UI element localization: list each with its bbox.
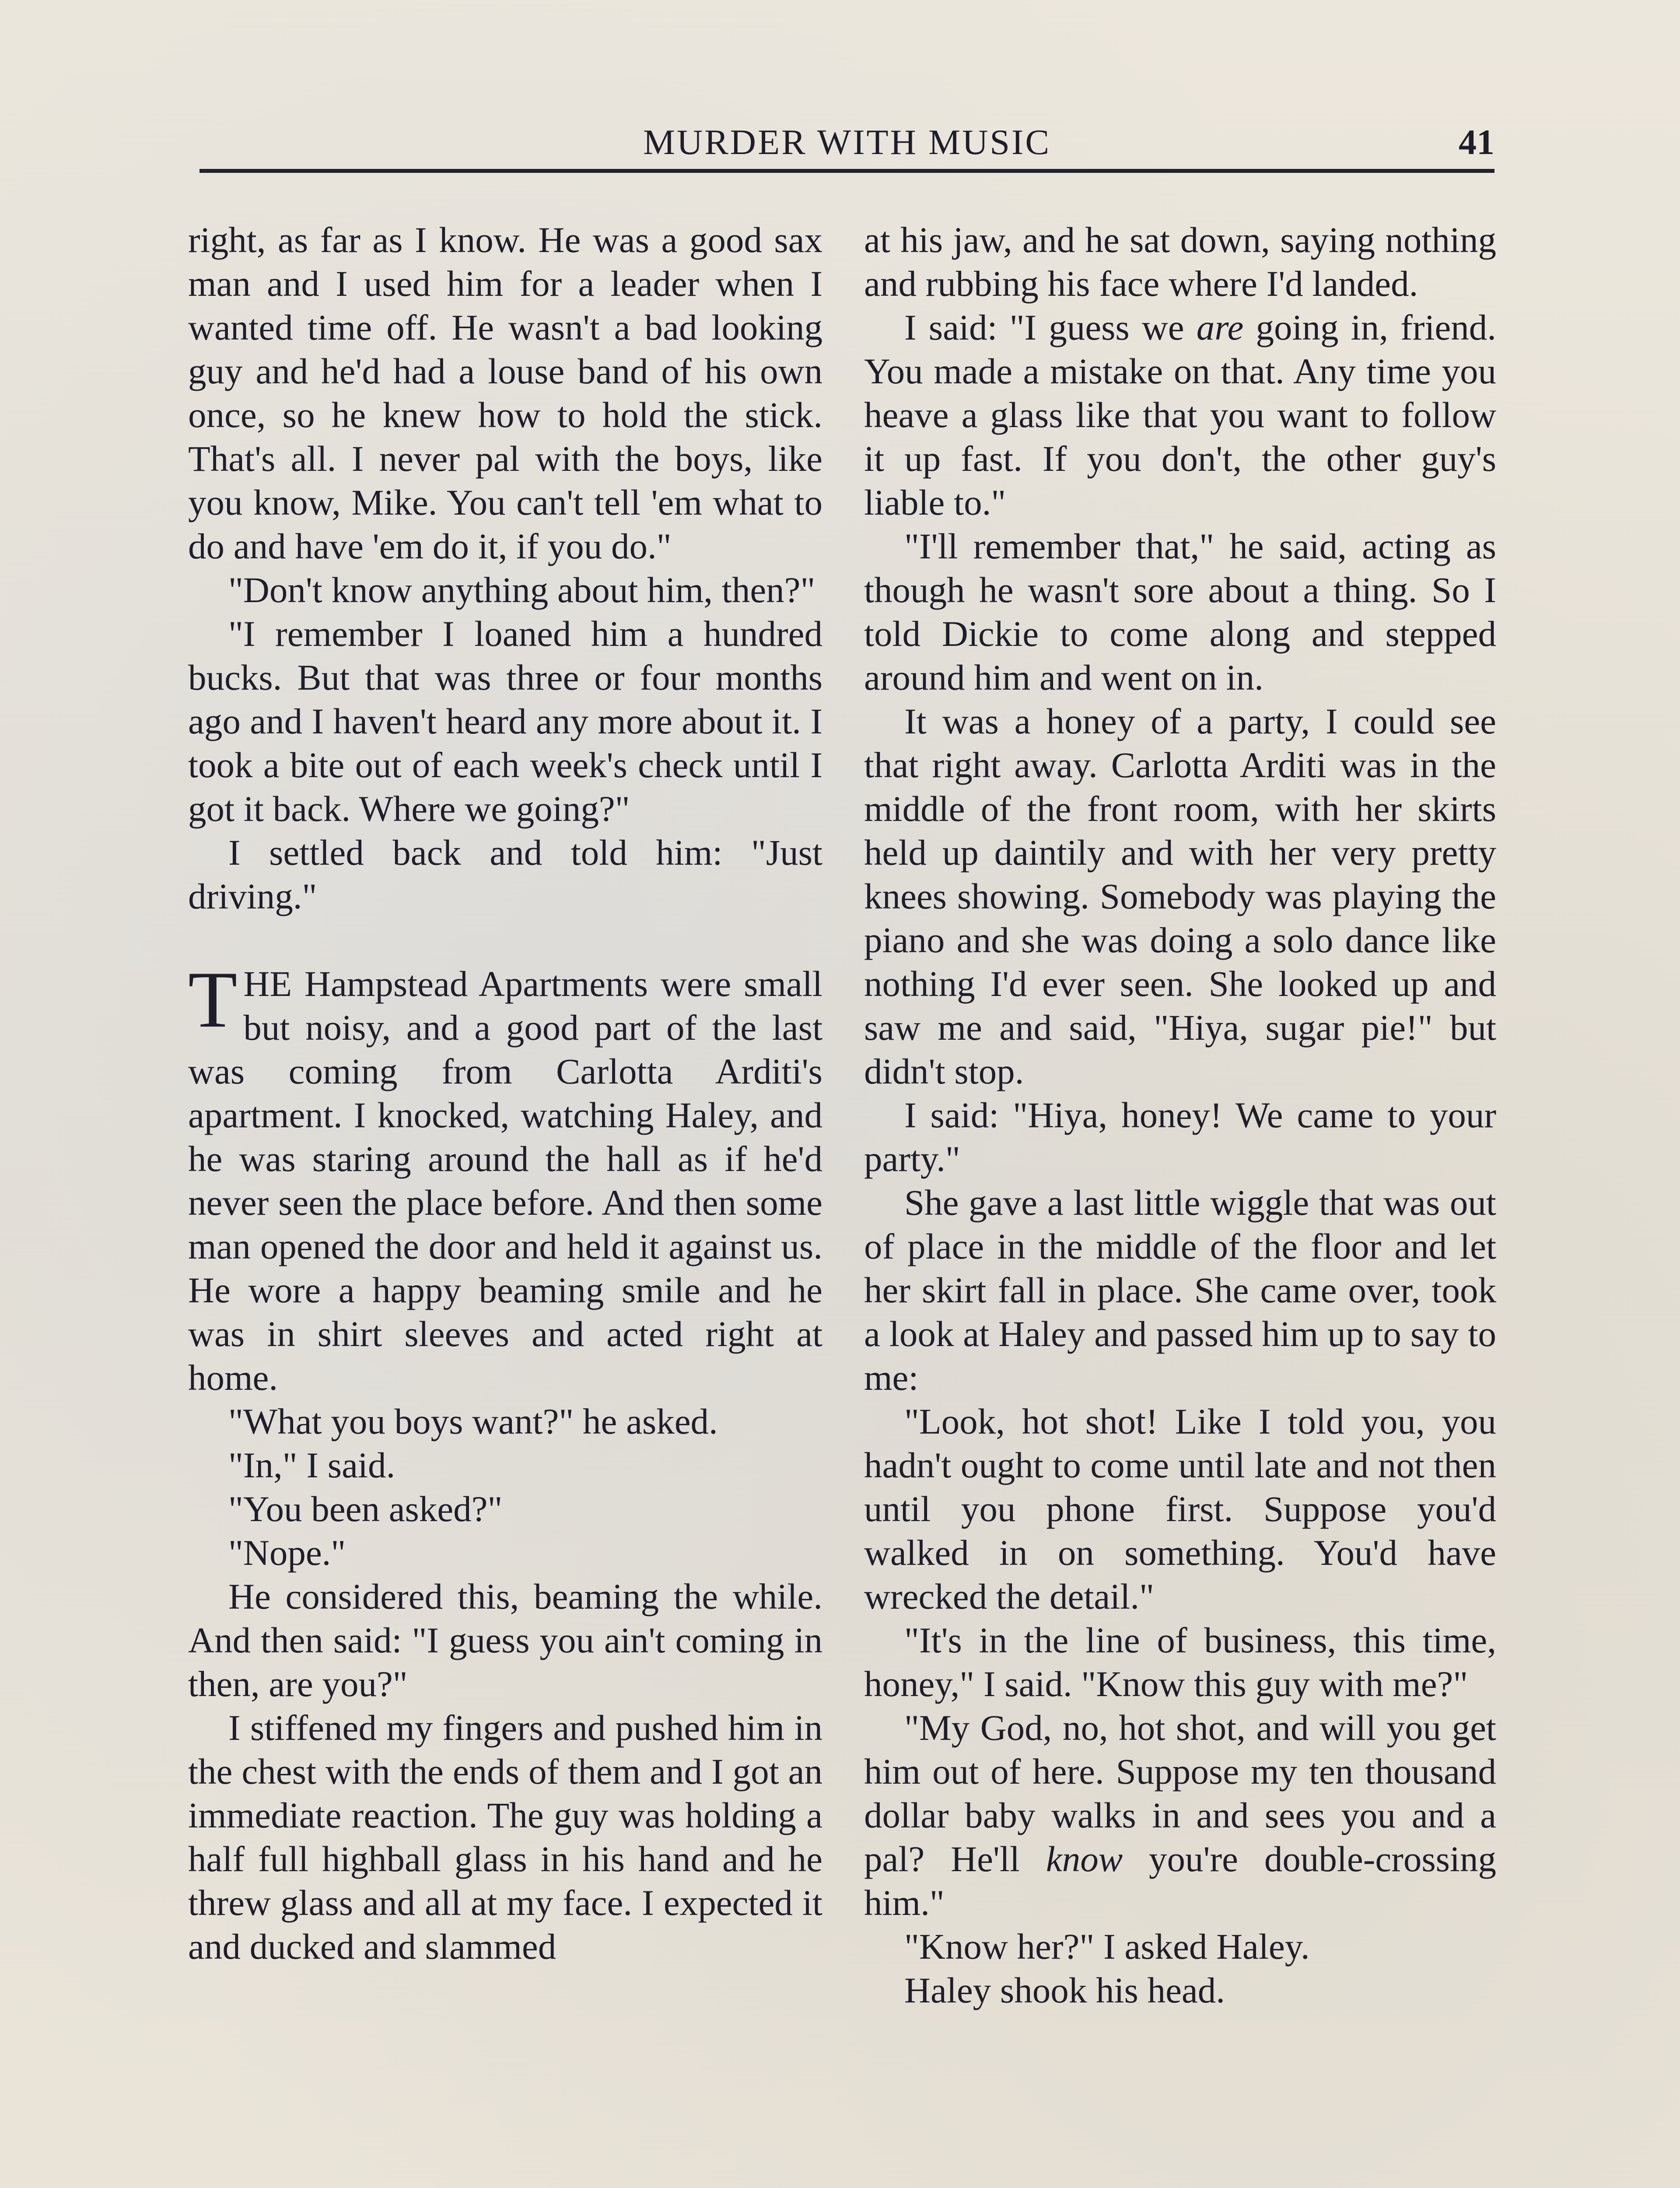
emphasis-text: know: [1046, 1839, 1123, 1879]
paragraph: "It's in the line of business, this time, honey," I said. "Know this guy with me?": [864, 1620, 1496, 1704]
left-column: [188, 218, 822, 1968]
paragraph: "Look, hot shot! Like I told you, you hadn't ought to come until late and not then until you phone first. Suppose you'd walked in on something. You'd have wrecked the detail.": [864, 1401, 1496, 1616]
running-title: MURDER WITH MUSIC: [643, 122, 1051, 162]
right-column: [864, 218, 1496, 2012]
paragraph: Haley shook his head.: [904, 1970, 1225, 2010]
paragraph: "Nope.": [228, 1532, 346, 1573]
paragraph: She gave a last little wiggle that was out of place in the middle of the floor and let her skirt fall in place. She came over, took a look at Haley and passed him up to say to me:: [864, 1182, 1496, 1398]
paragraph-text: I said: "I guess we: [904, 307, 1197, 347]
paragraph: "In," I said.: [228, 1445, 396, 1485]
paragraph: I stiffened my fingers and pushed him in the chest with the ends of them and I got an immediate reaction. The guy was holding a half full highball glass in his hand and he threw glass and all at my face. I expected it and ducked and slammed: [188, 1708, 822, 1967]
emphasis-text: are: [1196, 307, 1244, 347]
paragraph: He considered this, beaming the while. And then said: "I guess you ain't coming in then, are you?": [188, 1576, 822, 1704]
paragraph-text: you're double-crossing him.": [864, 1839, 1496, 1923]
paragraph: "Don't know anything about him, then?": [228, 570, 816, 610]
paragraph: "I'll remember that," he said, acting as though he wasn't sore about a thing. So I told Dickie to come along and stepped around him and went on in.: [864, 526, 1496, 698]
section-opening-text: HE Hampstead Apartments were small but noisy, and a good part of the last was coming from Carlotta Arditi's apartment. I knocked, watching Haley, and he was staring around the hall as if he'd never seen the place before. And then some man opened the door and held it against us. He wore a happy beaming smile and he was in shirt sleeves and acted right at home.: [188, 964, 822, 1398]
paragraph: right, as far as I know. He was a good sax man and I used him for a leader when I wanted time off. He wasn't a bad looking guy and he'd had a louse band of his own once, so he knew how to hold the stick. That's all. I never pal with the boys, like you know, Mike. You can't tell 'em what to do and have 'em do it, if you do.": [188, 220, 822, 566]
paragraph-text: going in, friend. You made a mistake on that. Any time you heave a glass like that you want to follow it up fast. If you don't, the other guy's liable to.": [864, 307, 1496, 522]
section-opening-paragraph: [188, 955, 822, 1399]
paragraph: "Know her?" I asked Haley.: [904, 1926, 1310, 1967]
paragraph: [864, 305, 1496, 524]
paragraph: "What you boys want?" he asked.: [228, 1401, 718, 1441]
paragraph: at his jaw, and he sat down, saying nothing and rubbing his face where I'd landed.: [864, 220, 1496, 304]
paragraph: It was a honey of a party, I could see that right away. Carlotta Arditi was in the middle of the front room, with her skirts held up daintily and with her very pretty knees showing. Somebody was playing the piano and she was doing a solo dance like nothing I'd ever seen. She looked up and saw me and said, "Hiya, sugar pie!" but didn't stop.: [864, 701, 1496, 1091]
paragraph: I settled back and told him: "Just driving.": [188, 832, 822, 916]
header-rule: [200, 169, 1494, 173]
paragraph: [864, 1706, 1496, 1925]
paragraph-text: "My God, no, hot shot, and will you get him out of here. Suppose my ten thousand dollar baby walks in and sees you and a pal? He'll: [864, 1708, 1496, 1879]
paragraph: "I remember I loaned him a hundred bucks. But that was three or four months ago and I haven't heard any more about it. I took a bite out of each week's check until I got it back. Where we going?": [188, 614, 822, 829]
paragraph: I said: "Hiya, honey! We came to your party.": [864, 1095, 1496, 1179]
paragraph: "You been asked?": [228, 1489, 503, 1529]
drop-cap: T: [188, 955, 238, 1044]
page-header: [200, 118, 1494, 166]
page-number: 41: [1459, 122, 1494, 162]
